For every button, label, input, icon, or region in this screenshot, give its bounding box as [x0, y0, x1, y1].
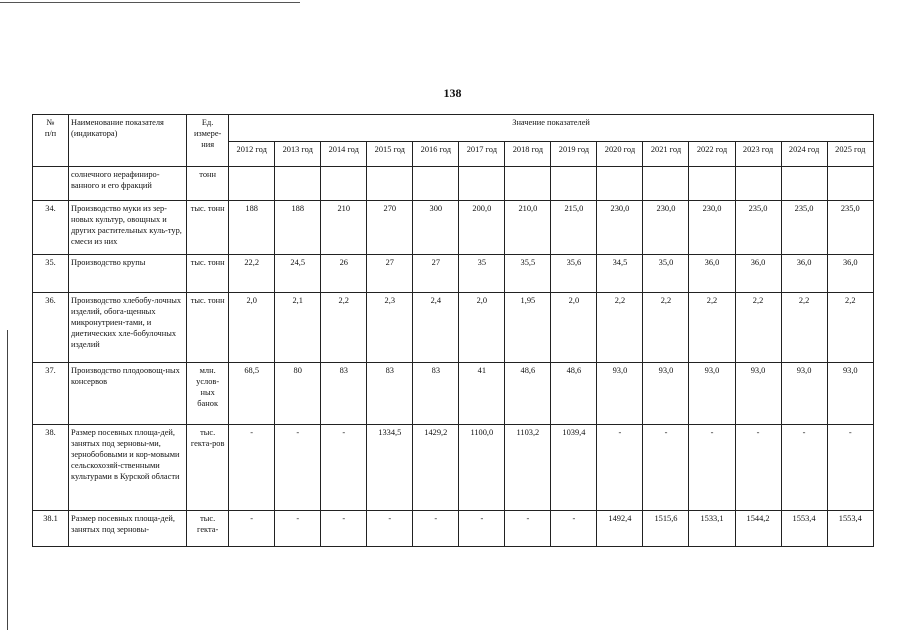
unit-cell: тонн: [187, 167, 229, 201]
value-cell: 36,0: [781, 255, 827, 293]
value-cell: 27: [367, 255, 413, 293]
table-row: [33, 425, 874, 511]
header-year: 2013 год: [275, 142, 321, 167]
value-cell: 35,6: [551, 255, 597, 293]
unit-cell: тыс. тонн: [187, 255, 229, 293]
value-cell: 1039,4: [551, 425, 597, 511]
header-name: Наименование показателя (индикатора): [69, 115, 187, 167]
value-cell: -: [229, 425, 275, 511]
value-cell: 24,5: [275, 255, 321, 293]
row-number: 34.: [33, 201, 69, 255]
header-values: Значение показателей: [229, 115, 874, 142]
value-cell: 1544,2: [735, 511, 781, 547]
value-cell: -: [275, 511, 321, 547]
scan-edge-line: [0, 2, 300, 3]
value-cell: -: [643, 425, 689, 511]
header-year: 2015 год: [367, 142, 413, 167]
value-cell: -: [597, 425, 643, 511]
value-cell: 1100,0: [459, 425, 505, 511]
value-cell: 80: [275, 363, 321, 425]
value-cell: 2,2: [643, 293, 689, 363]
value-cell: [367, 167, 413, 201]
value-cell: 36,0: [827, 255, 873, 293]
header-year: 2025 год: [827, 142, 873, 167]
value-cell: 2,2: [689, 293, 735, 363]
value-cell: [643, 167, 689, 201]
row-number: 35.: [33, 255, 69, 293]
value-cell: 270: [367, 201, 413, 255]
value-cell: 300: [413, 201, 459, 255]
table-row: [33, 255, 874, 293]
value-cell: -: [781, 425, 827, 511]
value-cell: -: [459, 511, 505, 547]
value-cell: 48,6: [505, 363, 551, 425]
header-year: 2012 год: [229, 142, 275, 167]
value-cell: [321, 167, 367, 201]
value-cell: 48,6: [551, 363, 597, 425]
indicator-name: Производство крупы: [69, 255, 187, 293]
value-cell: -: [505, 511, 551, 547]
value-cell: 200,0: [459, 201, 505, 255]
table-row: [33, 167, 874, 201]
value-cell: -: [275, 425, 321, 511]
value-cell: 93,0: [735, 363, 781, 425]
value-cell: 2,2: [321, 293, 367, 363]
value-cell: 35,0: [643, 255, 689, 293]
table-row: [33, 363, 874, 425]
value-cell: 2,2: [597, 293, 643, 363]
value-cell: 230,0: [597, 201, 643, 255]
indicator-name: Размер посевных площа-дей, занятых под зерновы-: [69, 511, 187, 547]
unit-cell: тыс. тонн: [187, 293, 229, 363]
value-cell: 2,2: [735, 293, 781, 363]
value-cell: 235,0: [781, 201, 827, 255]
value-cell: 1553,4: [781, 511, 827, 547]
value-cell: [689, 167, 735, 201]
value-cell: [781, 167, 827, 201]
value-cell: 2,4: [413, 293, 459, 363]
row-number: 38.: [33, 425, 69, 511]
table-row: [33, 293, 874, 363]
value-cell: -: [367, 511, 413, 547]
value-cell: 230,0: [689, 201, 735, 255]
header-year: 2022 год: [689, 142, 735, 167]
value-cell: 93,0: [597, 363, 643, 425]
value-cell: 210: [321, 201, 367, 255]
value-cell: [505, 167, 551, 201]
value-cell: [229, 167, 275, 201]
value-cell: 210,0: [505, 201, 551, 255]
value-cell: 2,0: [229, 293, 275, 363]
indicator-name: Размер посевных площа-дей, занятых под зерновы-ми, зернобобовыми и кор-мовыми сельскохозяй-ственными культурами в Курской области: [69, 425, 187, 511]
value-cell: 235,0: [735, 201, 781, 255]
header-no: № п/п: [33, 115, 69, 167]
value-cell: 83: [367, 363, 413, 425]
value-cell: 1533,1: [689, 511, 735, 547]
value-cell: -: [413, 511, 459, 547]
table-row: [33, 201, 874, 255]
indicator-name: Производство плодоовощ-ных консервов: [69, 363, 187, 425]
value-cell: -: [689, 425, 735, 511]
header-year: 2014 год: [321, 142, 367, 167]
unit-cell: тыс. гекта-: [187, 511, 229, 547]
value-cell: 35,5: [505, 255, 551, 293]
value-cell: 93,0: [827, 363, 873, 425]
header-year: 2019 год: [551, 142, 597, 167]
value-cell: 2,2: [781, 293, 827, 363]
value-cell: 36,0: [689, 255, 735, 293]
value-cell: [413, 167, 459, 201]
value-cell: -: [827, 425, 873, 511]
value-cell: 1492,4: [597, 511, 643, 547]
value-cell: -: [229, 511, 275, 547]
value-cell: 1334,5: [367, 425, 413, 511]
value-cell: 93,0: [689, 363, 735, 425]
value-cell: 2,2: [827, 293, 873, 363]
value-cell: 235,0: [827, 201, 873, 255]
value-cell: 188: [275, 201, 321, 255]
value-cell: [275, 167, 321, 201]
header-unit: Ед. измере-ния: [187, 115, 229, 167]
unit-cell: тыс. гекта-ров: [187, 425, 229, 511]
value-cell: 230,0: [643, 201, 689, 255]
value-cell: 1553,4: [827, 511, 873, 547]
value-cell: 2,0: [459, 293, 505, 363]
page-number: 138: [443, 86, 462, 100]
indicator-name: Производство муки из зер-новых культур, овощных и других растительных куль-тур, смеси из них: [69, 201, 187, 255]
header-year: 2018 год: [505, 142, 551, 167]
unit-cell: млн. услов-ных банок: [187, 363, 229, 425]
unit-cell: тыс. тонн: [187, 201, 229, 255]
value-cell: 2,0: [551, 293, 597, 363]
indicator-name: солнечного нерафиниро-ванного и его фракций: [69, 167, 187, 201]
scan-edge-line-left: [7, 330, 8, 630]
value-cell: 1515,6: [643, 511, 689, 547]
value-cell: 35: [459, 255, 505, 293]
value-cell: -: [551, 511, 597, 547]
header-year: 2017 год: [459, 142, 505, 167]
value-cell: 83: [321, 363, 367, 425]
value-cell: 27: [413, 255, 459, 293]
value-cell: 1,95: [505, 293, 551, 363]
value-cell: [551, 167, 597, 201]
value-cell: 26: [321, 255, 367, 293]
value-cell: 34,5: [597, 255, 643, 293]
value-cell: 93,0: [781, 363, 827, 425]
header-year: 2016 год: [413, 142, 459, 167]
indicator-name: Производство хлебобу-лочных изделий, обога-щенных микронутриен-тами, и диетических хле-бобулочных изделий: [69, 293, 187, 363]
value-cell: 188: [229, 201, 275, 255]
value-cell: 22,2: [229, 255, 275, 293]
row-number: 38.1: [33, 511, 69, 547]
indicators-table: [32, 114, 874, 547]
value-cell: 2,1: [275, 293, 321, 363]
value-cell: [597, 167, 643, 201]
value-cell: -: [735, 425, 781, 511]
value-cell: [735, 167, 781, 201]
table-row: [33, 511, 874, 547]
value-cell: -: [321, 511, 367, 547]
value-cell: -: [321, 425, 367, 511]
row-number: 36.: [33, 293, 69, 363]
value-cell: 1103,2: [505, 425, 551, 511]
value-cell: 83: [413, 363, 459, 425]
value-cell: 2,3: [367, 293, 413, 363]
value-cell: 36,0: [735, 255, 781, 293]
value-cell: 68,5: [229, 363, 275, 425]
header-year: 2024 год: [781, 142, 827, 167]
value-cell: 93,0: [643, 363, 689, 425]
value-cell: 1429,2: [413, 425, 459, 511]
row-number: [33, 167, 69, 201]
value-cell: 41: [459, 363, 505, 425]
header-year: 2021 год: [643, 142, 689, 167]
header-year: 2023 год: [735, 142, 781, 167]
header-year: 2020 год: [597, 142, 643, 167]
value-cell: [459, 167, 505, 201]
value-cell: 215,0: [551, 201, 597, 255]
row-number: 37.: [33, 363, 69, 425]
value-cell: [827, 167, 873, 201]
